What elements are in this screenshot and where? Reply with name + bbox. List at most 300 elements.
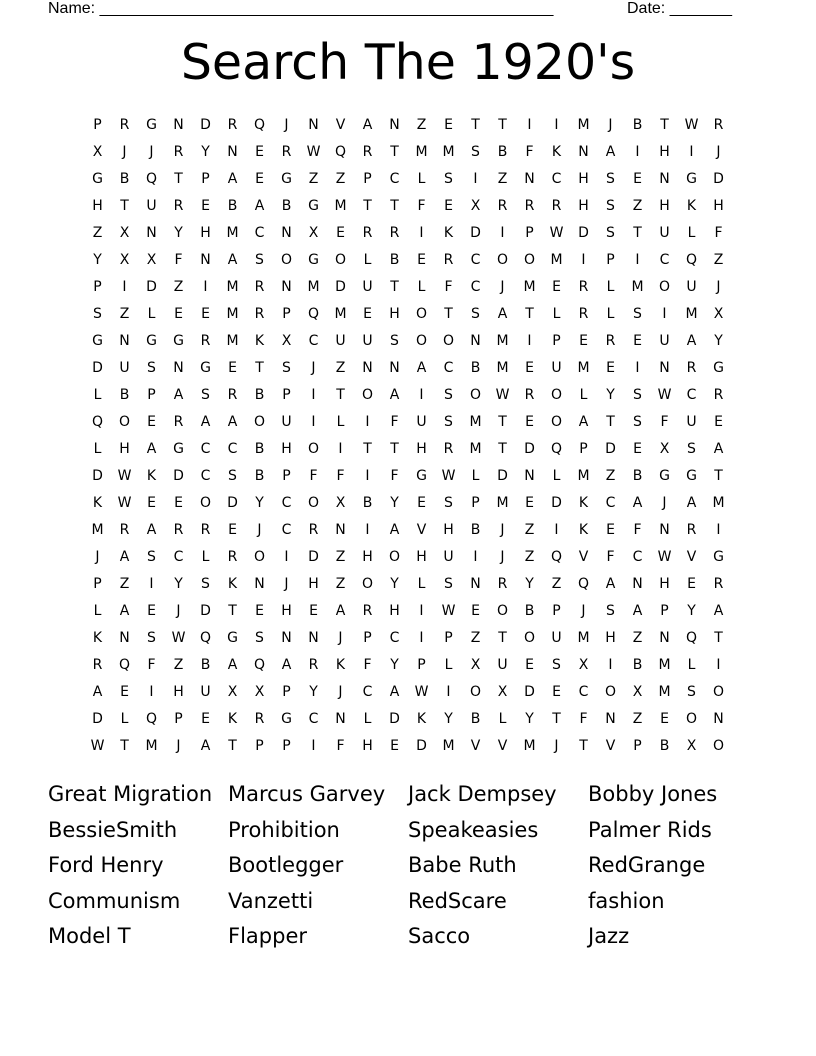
grid-letter: W — [414, 684, 429, 700]
grid-letter: M — [658, 684, 671, 700]
grid-letter: P — [417, 657, 426, 673]
grid-letter: D — [335, 279, 346, 295]
grid-letter: E — [633, 333, 642, 349]
grid-letter: M — [442, 738, 455, 754]
grid-letter: S — [228, 468, 237, 484]
grid-letter: C — [389, 171, 400, 187]
grid-letter: Y — [525, 576, 534, 592]
grid-letter: G — [308, 198, 319, 214]
grid-letter: G — [281, 171, 292, 187]
grid-letter: F — [174, 252, 183, 268]
grid-letter: U — [335, 333, 346, 349]
grid-letter: N — [281, 630, 292, 646]
grid-letter: P — [93, 576, 102, 592]
grid-letter: A — [686, 495, 697, 511]
grid-letter: S — [444, 171, 453, 187]
grid-letter: I — [473, 171, 478, 187]
grid-letter: P — [282, 306, 291, 322]
grid-letter: S — [552, 657, 561, 673]
grid-letter: C — [308, 711, 319, 727]
grid-letter: S — [687, 684, 696, 700]
grid-letter: J — [176, 738, 181, 754]
grid-letter: A — [389, 684, 400, 700]
grid-letter: M — [496, 333, 509, 349]
grid-letter: G — [146, 333, 157, 349]
grid-letter: T — [498, 414, 507, 430]
grid-letter: Y — [606, 387, 615, 403]
grid-letter: N — [119, 630, 130, 646]
word-list-item: Great Migration — [48, 782, 213, 806]
grid-letter: B — [200, 657, 211, 673]
grid-letter: I — [473, 549, 478, 565]
grid-letter: A — [227, 252, 238, 268]
grid-letter: T — [390, 279, 399, 295]
grid-letter: B — [659, 738, 670, 754]
grid-letter: E — [309, 603, 318, 619]
grid-letter: H — [119, 441, 130, 457]
grid-letter: T — [633, 225, 642, 241]
grid-letter: F — [336, 468, 345, 484]
grid-letter: K — [146, 468, 157, 484]
grid-letter: H — [578, 198, 589, 214]
grid-letter: A — [389, 387, 400, 403]
grid-letter: X — [92, 144, 103, 160]
grid-letter: T — [579, 738, 588, 754]
grid-letter: S — [471, 144, 480, 160]
grid-letter: R — [173, 198, 184, 214]
grid-letter: T — [525, 306, 534, 322]
grid-letter: K — [254, 333, 265, 349]
grid-letter: I — [149, 576, 154, 592]
grid-letter: S — [606, 198, 615, 214]
grid-letter: R — [362, 603, 373, 619]
grid-letter: I — [203, 279, 208, 295]
grid-letter: Q — [145, 711, 158, 727]
grid-letter: O — [199, 495, 212, 511]
grid-letter: X — [659, 441, 670, 457]
grid-letter: S — [255, 252, 264, 268]
grid-letter: R — [254, 306, 265, 322]
grid-letter: H — [200, 225, 211, 241]
grid-letter: R — [119, 522, 130, 538]
grid-letter: A — [632, 495, 643, 511]
grid-letter: P — [525, 225, 534, 241]
grid-letter: N — [254, 576, 265, 592]
grid-row — [84, 355, 732, 382]
grid-letter: S — [633, 387, 642, 403]
grid-letter: U — [146, 198, 157, 214]
grid-letter: X — [119, 252, 130, 268]
grid-letter: J — [176, 603, 181, 619]
grid-letter: R — [362, 225, 373, 241]
grid-letter: U — [686, 279, 697, 295]
grid-letter: H — [281, 441, 292, 457]
grid-letter: O — [361, 576, 374, 592]
grid-letter: N — [470, 333, 481, 349]
word-list-item: Bootlegger — [228, 853, 344, 877]
grid-letter: J — [311, 360, 316, 376]
grid-letter: R — [92, 657, 103, 673]
grid-letter: C — [659, 252, 670, 268]
grid-letter: P — [552, 603, 561, 619]
grid-letter: Y — [444, 711, 453, 727]
grid-letter: J — [338, 630, 343, 646]
grid-letter: O — [415, 333, 428, 349]
grid-letter: J — [500, 279, 505, 295]
grid-letter: F — [525, 144, 534, 160]
grid-letter: D — [92, 468, 103, 484]
grid-letter: C — [308, 333, 319, 349]
grid-letter: H — [362, 738, 373, 754]
grid-letter: S — [201, 576, 210, 592]
grid-row — [84, 598, 732, 625]
grid-letter: W — [306, 144, 321, 160]
grid-letter: T — [228, 738, 237, 754]
grid-letter: P — [201, 171, 210, 187]
word-list-item: RedScare — [408, 888, 507, 913]
grid-letter: A — [200, 738, 211, 754]
grid-letter: Y — [390, 657, 399, 673]
grid-letter: M — [496, 495, 509, 511]
grid-letter: T — [120, 738, 129, 754]
grid-letter: R — [254, 711, 265, 727]
grid-letter: S — [606, 171, 615, 187]
grid-letter: K — [92, 495, 103, 511]
grid-letter: T — [363, 198, 372, 214]
grid-letter: I — [527, 333, 532, 349]
grid-letter: G — [713, 549, 724, 565]
grid-letter: P — [93, 279, 102, 295]
grid-letter: R — [551, 198, 562, 214]
grid-letter: E — [201, 198, 210, 214]
grid-letter: E — [660, 711, 669, 727]
grid-letter: T — [174, 171, 183, 187]
grid-letter: E — [201, 711, 210, 727]
grid-letter: N — [335, 522, 346, 538]
grid-letter: P — [606, 252, 615, 268]
grid-letter: W — [495, 387, 510, 403]
grid-letter: Y — [255, 495, 264, 511]
grid-letter: H — [605, 630, 616, 646]
grid-letter: M — [226, 279, 239, 295]
grid-letter: K — [227, 711, 238, 727]
grid-letter: E — [147, 414, 156, 430]
grid-letter: R — [497, 576, 508, 592]
grid-letter: M — [334, 198, 347, 214]
grid-letter: U — [362, 333, 373, 349]
grid-letter: Y — [714, 333, 723, 349]
grid-letter: L — [687, 657, 696, 673]
grid-letter: D — [92, 711, 103, 727]
grid-letter: W — [117, 468, 132, 484]
grid-letter: Q — [145, 171, 158, 187]
grid-letter: M — [226, 306, 239, 322]
grid-letter: A — [92, 684, 103, 700]
grid-letter: H — [173, 684, 184, 700]
grid-row — [84, 274, 732, 301]
grid-letter: C — [200, 441, 211, 457]
grid-letter: L — [93, 441, 102, 457]
grid-letter: G — [200, 360, 211, 376]
grid-letter: P — [363, 171, 372, 187]
grid-letter: J — [284, 117, 289, 133]
grid-letter: C — [173, 549, 184, 565]
grid-letter: F — [579, 711, 588, 727]
grid-row — [84, 652, 732, 679]
grid-letter: K — [578, 495, 589, 511]
grid-letter: N — [524, 171, 535, 187]
grid-letter: G — [173, 333, 184, 349]
grid-row — [84, 220, 732, 247]
grid-letter: T — [228, 603, 237, 619]
word-list-item: RedGrange — [588, 853, 706, 877]
grid-letter: U — [551, 360, 562, 376]
grid-letter: M — [334, 306, 347, 322]
grid-letter: P — [93, 117, 102, 133]
grid-letter: J — [500, 549, 505, 565]
grid-letter: Z — [524, 522, 535, 538]
grid-letter: B — [389, 252, 400, 268]
grid-letter: R — [713, 387, 724, 403]
grid-letter: X — [146, 252, 157, 268]
grid-letter: F — [417, 198, 426, 214]
grid-letter: P — [282, 468, 291, 484]
grid-letter: B — [281, 198, 292, 214]
grid-letter: T — [390, 144, 399, 160]
grid-letter: R — [308, 657, 319, 673]
grid-letter: J — [662, 495, 667, 511]
grid-letter: R — [578, 306, 589, 322]
grid-letter: T — [498, 117, 507, 133]
grid-letter: L — [147, 306, 156, 322]
grid-letter: H — [92, 198, 103, 214]
grid-letter: E — [228, 360, 237, 376]
grid-letter: R — [254, 279, 265, 295]
word-list-item: Model T — [48, 924, 131, 948]
grid-letter: O — [388, 549, 401, 565]
grid-letter: S — [93, 306, 102, 322]
grid-letter: T — [120, 198, 129, 214]
grid-letter: R — [686, 360, 697, 376]
grid-letter: D — [200, 603, 211, 619]
grid-letter: R — [362, 144, 373, 160]
grid-letter: R — [173, 144, 184, 160]
grid-letter: D — [713, 171, 724, 187]
grid-letter: N — [524, 468, 535, 484]
grid-letter: K — [551, 144, 562, 160]
grid-letter: P — [471, 495, 480, 511]
grid-letter: L — [552, 468, 561, 484]
grid-letter: K — [92, 630, 103, 646]
grid-letter: E — [633, 171, 642, 187]
grid-letter: I — [581, 252, 586, 268]
grid-letter: P — [174, 711, 183, 727]
grid-letter: I — [419, 225, 424, 241]
grid-letter: C — [362, 684, 373, 700]
grid-letter: Z — [335, 576, 346, 592]
grid-letter: C — [470, 279, 481, 295]
grid-letter: V — [470, 738, 481, 754]
grid-letter: O — [496, 252, 509, 268]
grid-row — [84, 382, 732, 409]
grid-letter: D — [497, 468, 508, 484]
grid-letter: F — [336, 738, 345, 754]
grid-letter: N — [281, 225, 292, 241]
grid-letter: L — [417, 279, 426, 295]
grid-letter: N — [119, 333, 130, 349]
grid-letter: N — [173, 360, 184, 376]
grid-letter: I — [419, 630, 424, 646]
grid-letter: W — [657, 549, 672, 565]
grid-letter: L — [93, 387, 102, 403]
grid-letter: W — [90, 738, 105, 754]
grid-letter: Y — [525, 711, 534, 727]
grid-letter: D — [524, 441, 535, 457]
grid-letter: C — [281, 495, 292, 511]
grid-letter: T — [444, 306, 453, 322]
grid-letter: K — [416, 711, 427, 727]
grid-letter: I — [554, 117, 559, 133]
grid-letter: Q — [253, 117, 266, 133]
grid-letter: N — [173, 117, 184, 133]
grid-letter: N — [578, 144, 589, 160]
grid-row — [84, 463, 732, 490]
grid-letter: N — [335, 711, 346, 727]
grid-letter: B — [524, 603, 535, 619]
word-list-item: Communism — [48, 888, 181, 913]
grid-letter: E — [336, 225, 345, 241]
grid-letter: V — [578, 549, 589, 565]
grid-letter: C — [632, 549, 643, 565]
grid-letter: G — [686, 171, 697, 187]
grid-letter: Z — [632, 198, 643, 214]
word-list-item: Bobby Jones — [588, 782, 718, 806]
grid-letter: S — [444, 495, 453, 511]
grid-letter: D — [470, 225, 481, 241]
grid-letter: Z — [173, 279, 184, 295]
grid-letter: N — [308, 630, 319, 646]
grid-letter: O — [307, 441, 320, 457]
grid-letter: E — [390, 738, 399, 754]
grid-letter: D — [416, 738, 427, 754]
grid-letter: A — [227, 657, 238, 673]
grid-letter: J — [608, 117, 613, 133]
grid-letter: O — [253, 549, 266, 565]
grid-letter: C — [443, 360, 454, 376]
grid-letter: E — [606, 360, 615, 376]
grid-letter: Y — [687, 603, 696, 619]
grid-letter: N — [470, 576, 481, 592]
grid-letter: E — [471, 603, 480, 619]
grid-letter: C — [389, 630, 400, 646]
grid-letter: N — [389, 117, 400, 133]
grid-letter: R — [227, 549, 238, 565]
grid-letter: X — [578, 657, 589, 673]
grid-letter: E — [147, 495, 156, 511]
grid-letter: R — [713, 117, 724, 133]
grid-letter: Z — [335, 360, 346, 376]
grid-letter: L — [417, 171, 426, 187]
grid-letter: P — [255, 738, 264, 754]
grid-letter: A — [389, 522, 400, 538]
word-list-item: Flapper — [228, 924, 307, 948]
grid-letter: A — [713, 603, 724, 619]
grid-letter: D — [173, 468, 184, 484]
grid-letter: T — [471, 117, 480, 133]
grid-letter: N — [659, 360, 670, 376]
grid-letter: M — [469, 414, 482, 430]
grid-row — [84, 166, 732, 193]
grid-letter: O — [280, 252, 293, 268]
grid-letter: G — [713, 360, 724, 376]
grid-letter: H — [281, 603, 292, 619]
grid-letter: U — [281, 414, 292, 430]
grid-letter: M — [307, 279, 320, 295]
grid-letter: E — [201, 306, 210, 322]
grid-letter: H — [416, 549, 427, 565]
grid-letter: V — [605, 738, 616, 754]
grid-letter: O — [469, 387, 482, 403]
grid-letter: J — [257, 522, 262, 538]
grid-letter: T — [390, 441, 399, 457]
grid-letter: Z — [416, 117, 427, 133]
grid-letter: M — [469, 441, 482, 457]
grid-row — [84, 625, 732, 652]
grid-letter: R — [605, 333, 616, 349]
grid-letter: I — [284, 549, 289, 565]
word-list-item: Palmer Rids — [588, 817, 712, 842]
grid-letter: T — [714, 630, 723, 646]
grid-letter: D — [524, 684, 535, 700]
grid-letter: A — [497, 306, 508, 322]
grid-letter: W — [117, 495, 132, 511]
grid-letter: H — [713, 198, 724, 214]
grid-letter: J — [149, 144, 154, 160]
grid-letter: Z — [173, 657, 184, 673]
grid-letter: X — [470, 198, 481, 214]
grid-letter: J — [95, 549, 100, 565]
grid-letter: T — [336, 387, 345, 403]
grid-letter: R — [524, 387, 535, 403]
grid-letter: J — [716, 144, 721, 160]
grid-letter: V — [497, 738, 508, 754]
grid-letter: P — [633, 738, 642, 754]
date-field-label: Date: _______ — [627, 0, 732, 17]
grid-letter: G — [659, 468, 670, 484]
grid-letter: T — [714, 468, 723, 484]
grid-letter: M — [577, 468, 590, 484]
grid-letter: I — [716, 657, 721, 673]
grid-letter: R — [227, 117, 238, 133]
word-list-item: Jack Dempsey — [408, 782, 557, 806]
grid-letter: F — [309, 468, 318, 484]
grid-letter: D — [551, 495, 562, 511]
grid-letter: I — [635, 360, 640, 376]
grid-letter: X — [227, 684, 238, 700]
grid-letter: L — [363, 252, 372, 268]
grid-letter: L — [120, 711, 129, 727]
grid-letter: O — [712, 738, 725, 754]
grid-letter: Z — [551, 576, 562, 592]
grid-letter: P — [660, 603, 669, 619]
grid-letter: I — [635, 144, 640, 160]
grid-letter: T — [390, 198, 399, 214]
grid-letter: D — [578, 225, 589, 241]
grid-row — [84, 706, 732, 733]
grid-letter: F — [660, 414, 669, 430]
grid-letter: X — [119, 225, 130, 241]
grid-letter: R — [578, 279, 589, 295]
